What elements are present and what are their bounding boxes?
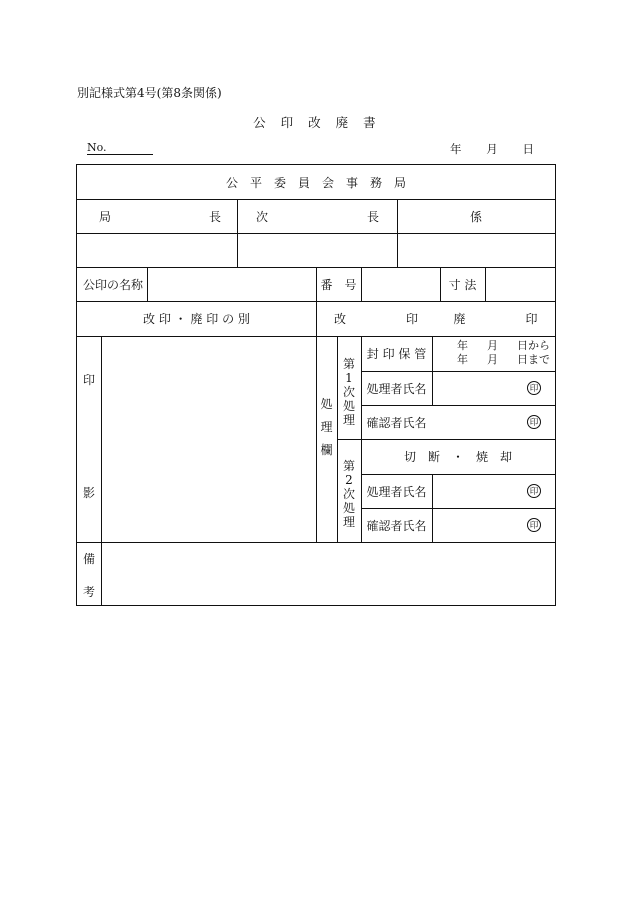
document-date [450, 141, 534, 157]
remarks-label-top: 備 [82, 551, 95, 566]
handler-name-label-2: 処理者氏名 [366, 484, 427, 499]
column-line [101, 336, 102, 606]
custody-to-month: 月 [487, 353, 498, 366]
size-label: 寸 法 [448, 277, 477, 292]
document-number: No. [87, 141, 153, 155]
revision-type-label: 改 印 ・ 廃 印 の 別 [143, 312, 250, 326]
checker-name-label-1: 確認者氏名 [366, 415, 427, 430]
row-line [77, 233, 555, 234]
first-process-label: 第 1 次 処 理 [342, 357, 355, 427]
custody-from-year: 年 [457, 339, 468, 352]
form-number-label: 別記様式第4号(第8条関係) [77, 86, 222, 100]
kakari-label: 係 [469, 209, 482, 224]
column-line [432, 474, 433, 542]
cho-label: 長 [208, 209, 221, 224]
revision-form-table [76, 164, 556, 606]
custody-from-month: 月 [487, 339, 498, 352]
jicho-label: 長 [366, 209, 379, 224]
office-name: 公 平 委 員 会 事 務 局 [225, 175, 406, 190]
haiin-label: 廃 印 [453, 312, 538, 326]
kaiin-label: 改 印 [333, 312, 418, 326]
document-title: 公 印 改 廃 書 [253, 115, 377, 130]
seal-mark-icon: 印 [527, 415, 541, 429]
ji-label: 次 [255, 209, 268, 224]
handler-name-label-1: 処理者氏名 [366, 381, 427, 396]
cut-burn-label: 切 断 ・ 焼 却 [403, 450, 512, 464]
column-line [485, 267, 486, 301]
column-line [432, 336, 433, 405]
date-day-label: 日 [522, 142, 534, 156]
custody-to-day: 日まで [517, 353, 550, 366]
second-process-label: 第 2 次 処 理 [342, 459, 355, 529]
seal-mark-icon: 印 [527, 518, 541, 532]
seal-mark-icon: 印 [527, 484, 541, 498]
column-line [237, 199, 238, 267]
row-line [77, 542, 555, 543]
inei-label-bottom: 影 [82, 485, 95, 500]
seal-custody-label: 封 印 保 管 [366, 347, 427, 361]
seal-mark-icon: 印 [527, 381, 541, 395]
seal-name-label: 公印の名称 [83, 277, 144, 292]
column-line [361, 267, 362, 301]
date-year-label: 年 [450, 142, 462, 156]
remarks-label-bottom: 考 [82, 584, 95, 599]
checker-name-label-2: 確認者氏名 [366, 518, 427, 533]
inei-label-top: 印 [82, 372, 95, 387]
column-line [147, 267, 148, 301]
custody-from-day: 日から [517, 339, 550, 352]
custody-to-year: 年 [457, 353, 468, 366]
processing-column-label: 処 理 欄 [320, 397, 333, 457]
kyoku-label: 局 [98, 209, 111, 224]
date-month-label: 月 [486, 142, 498, 156]
number-label: 番 号 [320, 277, 357, 292]
